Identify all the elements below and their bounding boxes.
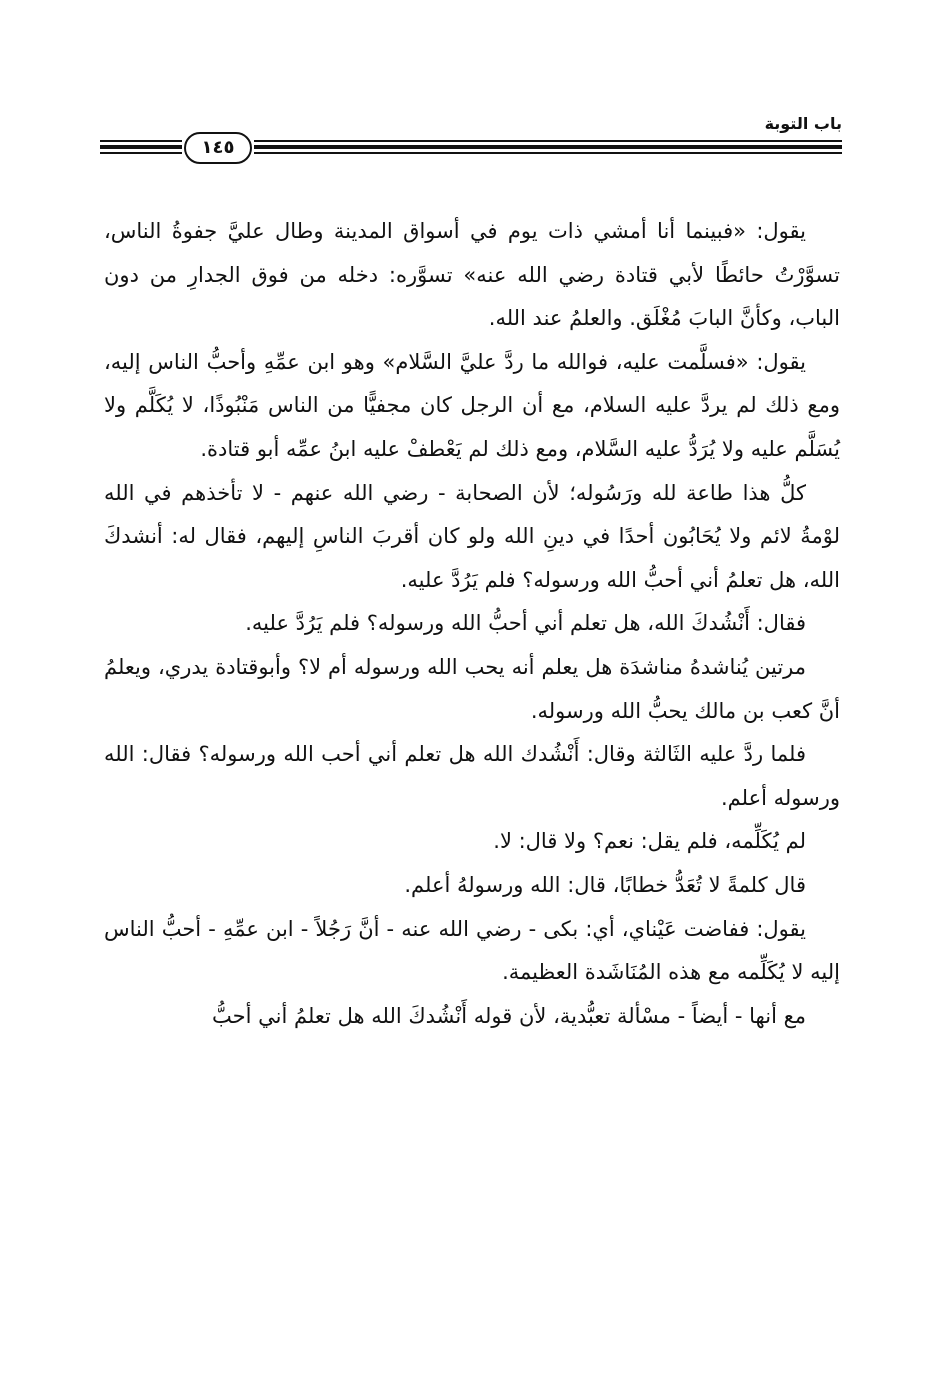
chapter-title: باب التوبة — [764, 114, 842, 133]
paragraph: فقال: أَنْشُدكَ الله، هل تعلم أني أحبُّ الله ورسوله؟ فلم يَرُدَّ عليه. — [245, 611, 806, 636]
header-rule-left-middle — [100, 145, 182, 149]
paragraph: يقول: ففاضت عَيْناي، أي: بكى - رضي الله عنه - أنَّ رَجُلاً - ابن عمِّهِ - أحبُّ الناس إليه لا يُكَلِّمه مع هذه المُنَاشَدة العظيمة. — [104, 916, 840, 985]
paragraph: كلُّ هذا طاعة لله ورَسُوله؛ لأن الصحابة - رضي الله عنهم - لا تأخذهم في الله لوْمةُ لائم ولا يُحَابُون أحدًا في دينِ الله ولو كان أقربَ الناسِ إليهم، فقال له: أنشدكَ الله، هل تعلمُ أني أحبُّ الله ورسوله؟ فلم يَرُدَّ عليه. — [104, 480, 840, 592]
page-number: ١٤٥ — [184, 132, 252, 164]
paragraph: يقول: «فبينما أنا أمشي ذات يوم في أسواق المدينة وطال عليَّ جفوةُ الناس، تسوَّرْتُ حائطًا لأبي قتادة رضي الله عنه» تسوَّره: دخله من فوق الجدارِ من دون الباب، وكأنَّ البابَ مُغْلَق. والعلمُ عند الله. — [104, 219, 840, 331]
paragraph: مع أنها - أيضاً - مسْألة تعبُّدية، لأن قوله أَنْشُدكَ الله هل تعلمُ أني أحبُّ — [212, 1003, 806, 1028]
paragraph: مرتين يُناشدهُ مناشدَة هل يعلم أنه يحب الله ورسوله أم لا؟ وأبوقتادة يدري، ويعلمُ أنَّ كعب بن مالك يحبُّ الله ورسوله. — [104, 654, 840, 723]
body-text — [104, 210, 840, 1038]
paragraph: لم يُكَلِّمه، فلم يقل: نعم؟ ولا قال: لا. — [493, 829, 806, 854]
paragraph: فلما ردَّ عليه الثَالثة وقال: أَنْشُدك الله هل تعلم أني أحب الله ورسوله؟ فقال: الله ورسوله أعلم. — [104, 742, 840, 810]
header-rule-left-bottom — [100, 152, 182, 154]
header-rule-right-middle — [254, 145, 842, 149]
paragraph: يقول: «فسلَّمت عليه، فوالله ما ردَّ عليَّ السَّلام» وهو ابن عمِّهِ وأحبُّ الناس إليه، ومع ذلك لم يردَّ عليه السلام، مع أن الرجل كان مجفيًّا من الناس مَنْبُوذًا، لا يُكَلَّم ولا يُسَلَّم عليه ولا يُرَدُّ عليه السَّلام، ومع ذلك لم يَعْطفْ عليه ابنُ عمِّه أبو قتادة. — [104, 349, 840, 461]
header-rule-right-top — [254, 140, 842, 142]
page-header — [100, 112, 842, 162]
header-rule-right-bottom — [254, 152, 842, 154]
paragraph: قال كلمةً لا تُعَدُّ خطابًا، قال: الله ورسولهُ أعلم. — [404, 872, 806, 897]
header-rule-left-top — [100, 140, 182, 142]
